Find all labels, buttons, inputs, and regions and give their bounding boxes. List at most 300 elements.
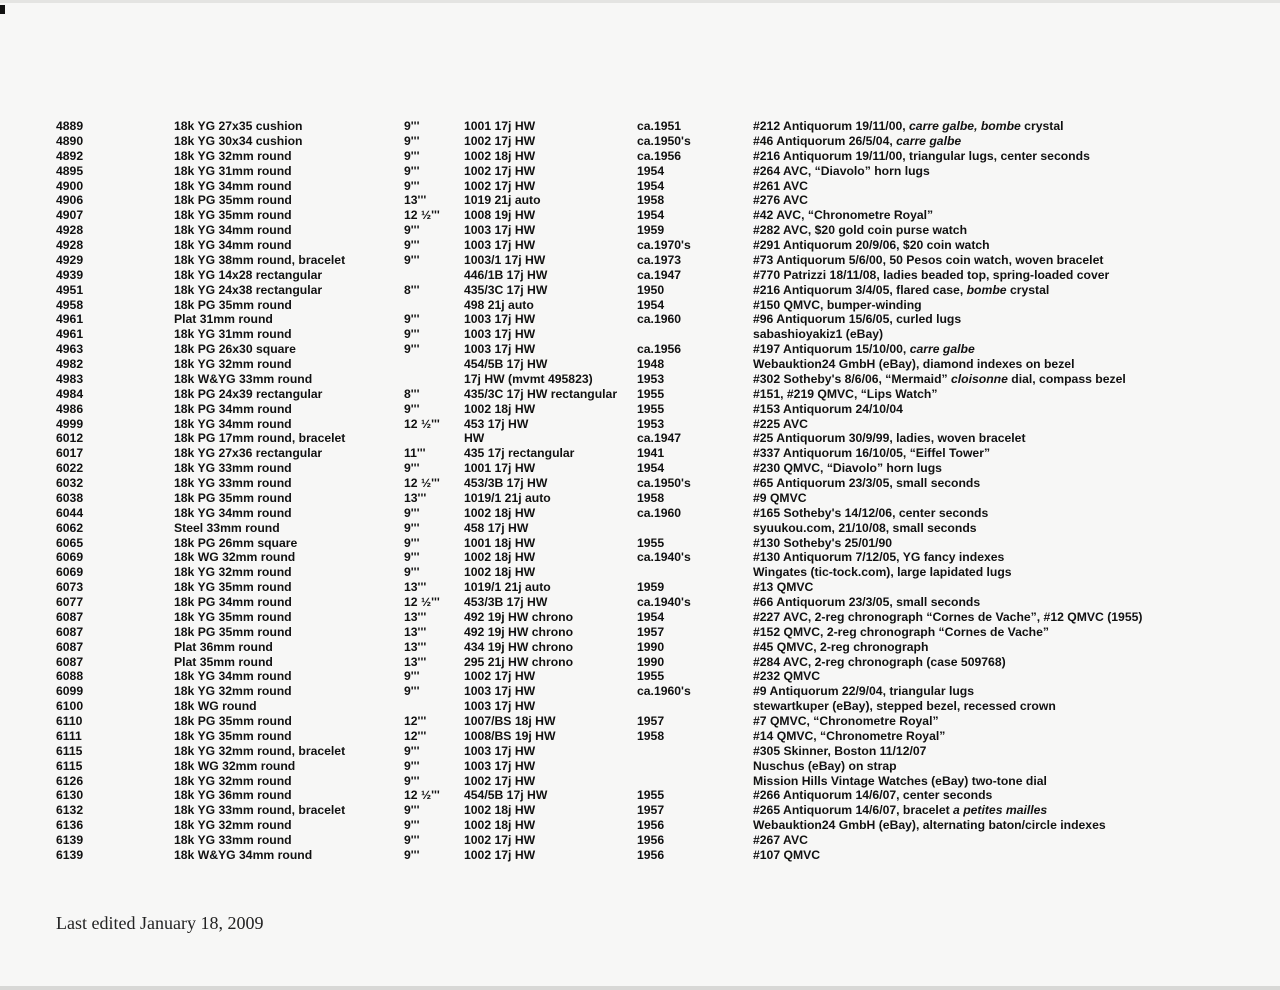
case-cell: 18k PG 35mm round	[174, 624, 292, 639]
calibre-size-cell: 13'''	[404, 193, 427, 208]
case-cell: 18k YG 32mm round	[174, 148, 292, 163]
movement-cell: 453/3B 17j HW	[464, 476, 548, 490]
case-cell: 18k PG 35mm round	[174, 297, 292, 312]
reference-cell: 6088	[56, 669, 84, 684]
date-cell: 1957	[637, 714, 665, 728]
table-row	[0, 179, 1280, 194]
case-cell: 18k YG 36mm round	[174, 788, 292, 803]
source-text: #25 Antiquorum 30/9/99, ladies, woven bracelet	[753, 431, 1026, 446]
date-cell: ca.1970's	[637, 238, 691, 252]
source-text: #216 Antiquorum 3/4/05, flared case,	[753, 282, 967, 297]
case-cell: Steel 33mm round	[174, 520, 280, 535]
case-cell: 18k YG 34mm round	[174, 178, 292, 193]
date-cell: ca.1947	[637, 431, 682, 446]
calibre-size-cell: 13'''	[404, 609, 427, 624]
calibre-size-cell: 9'''	[404, 669, 420, 684]
case-cell: 18k WG 32mm round	[174, 758, 296, 773]
movement-cell: 453/3B 17j HW	[464, 595, 548, 609]
source-cell	[753, 119, 1063, 134]
source-text: #150 QMVC, bumper-winding	[753, 297, 922, 312]
date-cell: 1957	[637, 624, 665, 639]
movement-cell: 1008/BS 19j HW	[464, 728, 556, 743]
source-cell	[753, 134, 961, 149]
source-cell	[753, 848, 820, 863]
source-cell	[753, 640, 928, 655]
source-text: #9 Antiquorum 22/9/04, triangular lugs	[753, 684, 975, 699]
case-cell: 18k PG 17mm round, bracelet	[174, 431, 346, 446]
source-cell	[753, 729, 945, 744]
table-row	[0, 268, 1280, 283]
source-cell	[753, 550, 1004, 565]
reference-cell: 4928	[56, 238, 84, 252]
date-cell: 1957	[637, 803, 665, 818]
case-cell: 18k YG 32mm round	[174, 684, 292, 699]
case-cell: 18k YG 33mm round, bracelet	[174, 803, 346, 818]
movement-cell: 1002 18j HW	[464, 565, 536, 580]
table-row	[0, 446, 1280, 461]
date-cell: 1956	[637, 847, 665, 862]
source-text: #216 Antiquorum 19/11/00, triangular lugs, center seconds	[753, 148, 1090, 163]
case-cell: 18k YG 34mm round	[174, 238, 292, 252]
movement-cell: 1002 18j HW	[464, 148, 536, 163]
reference-cell: 6130	[56, 788, 84, 803]
reference-cell: 6065	[56, 535, 84, 550]
date-cell: ca.1956	[637, 148, 682, 163]
calibre-size-cell: 9'''	[404, 758, 420, 773]
source-cell	[753, 788, 992, 803]
source-cell	[753, 193, 808, 208]
date-cell: 1959	[637, 580, 665, 595]
source-cell	[753, 803, 1047, 818]
table-row	[0, 387, 1280, 402]
reference-cell: 6073	[56, 580, 84, 595]
movement-cell: 1019/1 21j auto	[464, 490, 551, 505]
case-cell: 18k YG 30x34 cushion	[174, 133, 303, 148]
source-text: sabashioyakiz1 (eBay)	[753, 327, 884, 342]
reference-cell: 6087	[56, 609, 84, 624]
movement-cell: 1019 21j auto	[464, 193, 541, 208]
movement-cell: 1002 18j HW	[464, 550, 536, 565]
reference-cell: 4961	[56, 312, 84, 327]
calibre-size-cell: 9'''	[404, 550, 420, 565]
source-text: #7 QMVC, “Chronometre Royal”	[753, 714, 939, 728]
case-cell: 18k YG 34mm round	[174, 416, 292, 431]
source-cell	[753, 818, 1106, 833]
table-row	[0, 684, 1280, 699]
source-text: #225 AVC	[753, 416, 808, 431]
reference-cell: 4999	[56, 416, 84, 431]
movement-cell: 492 19j HW chrono	[464, 609, 574, 624]
calibre-size-cell: 9'''	[404, 461, 420, 476]
date-cell: 1990	[637, 654, 665, 669]
table-row	[0, 506, 1280, 521]
date-cell: 1954	[637, 609, 665, 624]
reference-cell: 6139	[56, 847, 84, 862]
case-cell: 18k YG 32mm round	[174, 357, 292, 371]
calibre-size-cell: 9'''	[404, 520, 420, 535]
table-row	[0, 327, 1280, 342]
case-cell: 18k WG 32mm round	[174, 550, 296, 565]
source-cell	[753, 774, 1047, 789]
date-cell: ca.1951	[637, 119, 682, 133]
table-row	[0, 759, 1280, 774]
case-cell: 18k YG 34mm round	[174, 505, 292, 520]
calibre-size-cell: 12 ½'''	[404, 416, 440, 431]
calibre-size-cell: 9'''	[404, 535, 420, 550]
reference-cell: 4900	[56, 178, 84, 193]
source-cell	[753, 521, 977, 536]
date-cell: 1953	[637, 416, 665, 431]
case-cell: 18k YG 14x28 rectangular	[174, 267, 323, 282]
reference-cell: 6126	[56, 773, 84, 788]
case-cell: 18k PG 35mm round	[174, 714, 292, 728]
source-text: #130 Sotheby's 25/01/90	[753, 535, 893, 550]
calibre-size-cell: 13'''	[404, 639, 427, 654]
date-cell: 1958	[637, 193, 665, 208]
case-cell: 18k YG 27x36 rectangular	[174, 446, 323, 461]
movement-cell: 1003/1 17j HW	[464, 252, 546, 267]
calibre-size-cell: 12'''	[404, 728, 427, 743]
date-cell: ca.1950's	[637, 133, 691, 148]
table-row	[0, 714, 1280, 729]
source-text: #14 QMVC, “Chronometre Royal”	[753, 728, 946, 743]
case-cell: 18k YG 32mm round	[174, 818, 292, 833]
source-italic-text: carre galbe	[909, 342, 975, 357]
source-text: Nuschus (eBay) on strap	[753, 758, 897, 773]
reference-cell: 6038	[56, 490, 84, 505]
movement-cell: 1002 18j HW	[464, 803, 536, 818]
case-cell: 18k YG 35mm round	[174, 728, 292, 743]
movement-cell: 1003 17j HW	[464, 327, 536, 342]
movement-cell: 1002 17j HW	[464, 847, 536, 862]
date-cell: 1956	[637, 818, 665, 833]
source-text: crystal	[1006, 282, 1050, 297]
movement-cell: 295 21j HW chrono	[464, 654, 574, 669]
date-cell: ca.1960's	[637, 684, 691, 699]
reference-cell: 4963	[56, 342, 84, 357]
table-row	[0, 610, 1280, 625]
table-row	[0, 729, 1280, 744]
table-row	[0, 595, 1280, 610]
reference-cell: 4958	[56, 297, 84, 312]
table-row	[0, 193, 1280, 208]
movement-cell: 1003 17j HW	[464, 342, 536, 357]
source-text: #267 AVC	[753, 833, 808, 847]
table-row	[0, 238, 1280, 253]
calibre-size-cell: 9'''	[404, 803, 420, 818]
case-cell: 18k PG 26x30 square	[174, 342, 296, 357]
source-text: dial, compass bezel	[1007, 371, 1126, 386]
source-text: #197 Antiquorum 15/10/00,	[753, 342, 910, 357]
source-text: #305 Skinner, Boston 11/12/07	[753, 743, 927, 758]
source-text: #151, #219 QMVC, “Lips Watch”	[753, 386, 938, 401]
source-cell	[753, 476, 980, 491]
movement-cell: 1002 17j HW	[464, 178, 536, 193]
source-text: #42 AVC, “Chronometre Royal”	[753, 208, 934, 223]
date-cell: 1953	[637, 371, 665, 386]
reference-cell: 6087	[56, 639, 84, 654]
source-italic-text: carre galbe	[896, 133, 962, 148]
table-row	[0, 223, 1280, 238]
source-text: #232 QMVC	[753, 669, 821, 684]
table-row	[0, 536, 1280, 551]
case-cell: 18k PG 34mm round	[174, 595, 292, 609]
source-cell	[753, 565, 1012, 580]
date-cell: 1941	[637, 446, 665, 461]
case-cell: 18k YG 35mm round	[174, 208, 292, 223]
reference-cell: 4928	[56, 223, 84, 238]
source-cell	[753, 402, 903, 417]
movement-cell: 1003 17j HW	[464, 684, 536, 699]
reference-cell: 4939	[56, 267, 84, 282]
calibre-size-cell: 9'''	[404, 119, 420, 133]
date-cell: 1954	[637, 163, 665, 178]
source-text: syuukou.com, 21/10/08, small seconds	[753, 520, 977, 535]
source-cell	[753, 714, 939, 729]
movement-cell: 1019/1 21j auto	[464, 580, 551, 595]
movement-cell: 1003 17j HW	[464, 699, 536, 714]
case-cell: 18k YG 31mm round	[174, 163, 292, 178]
table-row	[0, 848, 1280, 863]
source-cell	[753, 312, 961, 327]
case-cell: 18k PG 26mm square	[174, 535, 298, 550]
movement-cell: 1003 17j HW	[464, 223, 536, 238]
source-cell	[753, 387, 937, 402]
movement-cell: 1007/BS 18j HW	[464, 714, 556, 728]
calibre-size-cell: 12 ½'''	[404, 595, 440, 609]
source-text: Wingates (tic-tock.com), large lapidated lugs	[753, 565, 1012, 580]
movement-cell: 498 21j auto	[464, 297, 534, 312]
source-text: Webauktion24 GmbH (eBay), alternating baton/circle indexes	[753, 818, 1106, 833]
date-cell: 1990	[637, 639, 665, 654]
date-cell: ca.1940's	[637, 550, 691, 565]
movement-cell: 434 19j HW chrono	[464, 639, 574, 654]
table-row	[0, 476, 1280, 491]
date-cell: 1954	[637, 208, 665, 223]
date-cell: 1959	[637, 223, 665, 238]
source-cell	[753, 759, 897, 774]
calibre-size-cell: 9'''	[404, 743, 420, 758]
calibre-size-cell: 9'''	[404, 773, 420, 788]
date-cell: 1955	[637, 788, 665, 803]
source-text: Mission Hills Vintage Watches (eBay) two-tone dial	[753, 773, 1047, 788]
movement-cell: 435 17j rectangular	[464, 446, 575, 461]
case-cell: Plat 31mm round	[174, 312, 273, 327]
case-cell: 18k PG 34mm round	[174, 401, 292, 416]
source-cell	[753, 506, 988, 521]
case-cell: 18k YG 31mm round	[174, 327, 292, 342]
source-cell	[753, 536, 892, 551]
table-row	[0, 283, 1280, 298]
reference-cell: 4951	[56, 282, 84, 297]
case-cell: 18k YG 34mm round	[174, 669, 292, 684]
source-text: #264 AVC, “Diavolo” horn lugs	[753, 163, 930, 178]
case-cell: 18k PG 35mm round	[174, 490, 292, 505]
movement-cell: 1002 18j HW	[464, 505, 536, 520]
date-cell: 1955	[637, 401, 665, 416]
reference-cell: 4906	[56, 193, 84, 208]
case-cell: 18k YG 33mm round	[174, 833, 292, 847]
movement-cell: 492 19j HW chrono	[464, 624, 574, 639]
source-cell	[753, 610, 1142, 625]
source-text: Webauktion24 GmbH (eBay), diamond indexes on bezel	[753, 357, 1075, 371]
watch-reference-list	[0, 119, 1280, 863]
table-row	[0, 491, 1280, 506]
source-cell	[753, 342, 975, 357]
movement-cell: 1001 18j HW	[464, 535, 536, 550]
reference-cell: 4892	[56, 148, 84, 163]
source-italic-text: a petites mailles	[953, 803, 1048, 818]
reference-cell: 6111	[56, 728, 82, 743]
case-cell: 18k PG 24x39 rectangular	[174, 386, 323, 401]
case-cell: 18k W&YG 33mm round	[174, 371, 313, 386]
calibre-size-cell: 8'''	[404, 282, 420, 297]
calibre-size-cell: 9'''	[404, 833, 420, 847]
calibre-size-cell: 9'''	[404, 163, 420, 178]
source-cell	[753, 357, 1074, 372]
source-text: #302 Sotheby's 8/6/06, “Mermaid”	[753, 371, 951, 386]
table-row	[0, 372, 1280, 387]
reference-cell: 6115	[56, 758, 83, 773]
source-text: #65 Antiquorum 23/3/05, small seconds	[753, 476, 981, 490]
source-cell	[753, 595, 980, 610]
movement-cell: 1002 18j HW	[464, 401, 536, 416]
case-cell: 18k YG 38mm round, bracelet	[174, 252, 346, 267]
movement-cell: 1002 18j HW	[464, 818, 536, 833]
case-cell: 18k YG 33mm round	[174, 476, 292, 490]
table-row	[0, 550, 1280, 565]
reference-cell: 6115	[56, 743, 83, 758]
scan-top-edge	[0, 0, 1280, 3]
date-cell: ca.1947	[637, 267, 682, 282]
source-text: #212 Antiquorum 19/11/00,	[753, 119, 910, 133]
source-text: #291 Antiquorum 20/9/06, $20 coin watch	[753, 238, 990, 252]
calibre-size-cell: 9'''	[404, 238, 420, 252]
movement-cell: 1002 17j HW	[464, 669, 536, 684]
calibre-size-cell: 9'''	[404, 505, 420, 520]
source-cell	[753, 179, 808, 194]
movement-cell: 1003 17j HW	[464, 312, 536, 327]
source-cell	[753, 461, 942, 476]
source-text: #284 AVC, 2-reg chronograph (case 509768)	[753, 654, 1006, 669]
reference-cell: 6110	[56, 714, 83, 728]
calibre-size-cell: 9'''	[404, 847, 420, 862]
date-cell: ca.1950's	[637, 476, 691, 490]
source-cell	[753, 446, 990, 461]
source-cell	[753, 149, 1090, 164]
movement-cell: 458 17j HW	[464, 520, 529, 535]
source-text: #282 AVC, $20 gold coin purse watch	[753, 223, 968, 238]
movement-cell: 1003 17j HW	[464, 238, 536, 252]
calibre-size-cell: 12 ½'''	[404, 476, 440, 490]
scan-corner-mark	[0, 5, 5, 14]
table-row	[0, 312, 1280, 327]
movement-cell: 1001 17j HW	[464, 119, 536, 133]
movement-cell: 1002 17j HW	[464, 163, 536, 178]
calibre-size-cell: 12 ½'''	[404, 208, 440, 223]
movement-cell: 1003 17j HW	[464, 758, 536, 773]
movement-cell: 435/3C 17j HW rectangular	[464, 386, 618, 401]
source-cell	[753, 684, 974, 699]
reference-cell: 4986	[56, 401, 84, 416]
date-cell: ca.1940's	[637, 595, 691, 609]
table-row	[0, 149, 1280, 164]
table-row	[0, 774, 1280, 789]
reference-cell: 6087	[56, 624, 84, 639]
reference-cell: 6017	[56, 446, 84, 461]
source-cell	[753, 372, 1126, 387]
source-text: #337 Antiquorum 16/10/05, “Eiffel Tower”	[753, 446, 991, 461]
movement-cell: 1008 19j HW	[464, 208, 536, 223]
calibre-size-cell: 9'''	[404, 133, 420, 148]
date-cell: 1950	[637, 282, 665, 297]
table-row	[0, 134, 1280, 149]
calibre-size-cell: 9'''	[404, 401, 420, 416]
date-cell: 1954	[637, 297, 665, 312]
calibre-size-cell: 13'''	[404, 654, 427, 669]
source-italic-text: cloisonne	[951, 371, 1008, 386]
table-row	[0, 640, 1280, 655]
source-cell	[753, 268, 1109, 283]
source-text: #230 QMVC, “Diavolo” horn lugs	[753, 461, 942, 476]
case-cell: Plat 36mm round	[174, 639, 273, 654]
source-text: #73 Antiquorum 5/6/00, 50 Pesos coin watch, woven bracelet	[753, 252, 1104, 267]
source-cell	[753, 417, 808, 432]
calibre-size-cell: 13'''	[404, 624, 427, 639]
table-row	[0, 818, 1280, 833]
case-cell: 18k YG 34mm round	[174, 223, 292, 238]
reference-cell: 4961	[56, 327, 84, 342]
movement-cell: 435/3C 17j HW	[464, 282, 548, 297]
case-cell: 18k YG 32mm round	[174, 565, 292, 580]
table-row	[0, 119, 1280, 134]
calibre-size-cell: 9'''	[404, 252, 420, 267]
source-text: #9 QMVC	[753, 490, 807, 505]
table-row	[0, 699, 1280, 714]
date-cell: 1948	[637, 357, 665, 371]
calibre-size-cell: 9'''	[404, 312, 420, 327]
calibre-size-cell: 11'''	[404, 446, 426, 461]
source-text: #13 QMVC	[753, 580, 814, 595]
table-row	[0, 744, 1280, 759]
source-text: #46 Antiquorum 26/5/04,	[753, 133, 897, 148]
movement-cell: 17j HW (mvmt 495823)	[464, 371, 593, 386]
reference-cell: 4982	[56, 357, 84, 371]
table-row	[0, 357, 1280, 372]
case-cell: 18k YG 32mm round, bracelet	[174, 743, 346, 758]
table-row	[0, 565, 1280, 580]
date-cell: ca.1960	[637, 312, 682, 327]
source-cell	[753, 283, 1049, 298]
movement-cell: 1002 17j HW	[464, 833, 536, 847]
source-cell	[753, 298, 922, 313]
source-cell	[753, 431, 1026, 446]
reference-cell: 4984	[56, 386, 84, 401]
source-cell	[753, 655, 1006, 670]
table-row	[0, 253, 1280, 268]
reference-cell: 4907	[56, 208, 84, 223]
scan-bottom-edge	[0, 986, 1280, 990]
reference-cell: 6069	[56, 565, 84, 580]
table-row	[0, 461, 1280, 476]
calibre-size-cell: 12'''	[404, 714, 427, 728]
table-row	[0, 803, 1280, 818]
calibre-size-cell: 9'''	[404, 342, 420, 357]
table-row	[0, 669, 1280, 684]
date-cell: 1955	[637, 386, 665, 401]
reference-cell: 4929	[56, 252, 84, 267]
source-italic-text: bombe	[966, 282, 1007, 297]
